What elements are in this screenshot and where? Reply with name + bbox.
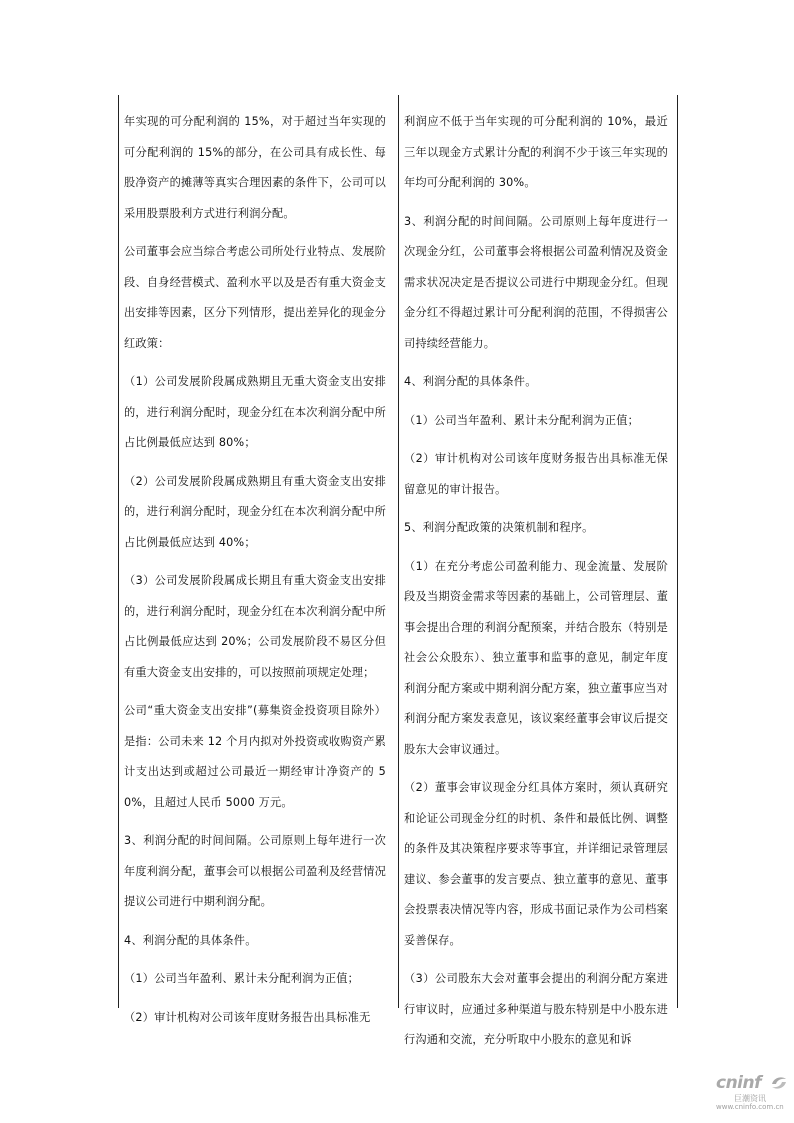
- two-column-table: [118, 95, 678, 1046]
- right-paragraph: 5、利润分配政策的决策机制和程序。: [404, 521, 594, 534]
- cninfo-watermark-logo: [716, 1073, 794, 1113]
- logo-url-text: www.cninfo.com.cn: [716, 1103, 784, 1111]
- right-paragraph: （1）在充分考虑公司盈利能力、现金流量、发展阶段及当期资金需求等因素的基础上，公司管理层、董事会提出合理的利润分配预案，并结合股东（特别是社会公众股东）、独立董事和监事的意见，制定年度利润分配方案或中期利润分配方案，独立董事应当对利润分配方案发表意见，该议案经董事会审议后提交股东大会审议通过。: [404, 559, 668, 756]
- left-paragraph: 公司董事会应当综合考虑公司所处行业特点、发展阶段、自身经营模式、盈利水平以及是否有重大资金支出安排等因素，区分下列情形，提出差异化的现金分红政策：: [124, 245, 386, 350]
- left-paragraph: 3、利润分配的时间间隔。公司原则上每年进行一次年度利润分配，董事会可以根据公司盈利及经营情况提议公司进行中期利润分配。: [124, 834, 386, 908]
- right-paragraph: （1）公司当年盈利、累计未分配利润为正值；: [404, 413, 640, 427]
- table-border-left: [118, 95, 119, 1008]
- left-paragraph: （2）审计机构对公司该年度财务报告出具标准无: [124, 1010, 371, 1024]
- left-paragraph: 公司“重大资金支出安排”(募集资金投资项目除外）是指：公司未来 12 个月内拟对外投资或收购资产累计支出达到或超过公司最近一期经审计净资产的 50%，且超过人民币 5000 万元。: [124, 704, 386, 809]
- right-paragraph: 利润应不低于当年实现的可分配利润的 10%，最近三年以现金方式累计分配的利润不少于该三年实现的年均可分配利润的 30%。: [404, 115, 668, 189]
- right-paragraph: （2）董事会审议现金分红具体方案时，须认真研究和论证公司现金分红的时机、条件和最低比例、调整的条件及其决策程序要求等事宜，并详细记录管理层建议、参会董事的发言要点、独立董事的意见、董事会投票表决情况等内容，形成书面记录作为公司档案妥善保存。: [404, 781, 668, 947]
- logo-brand-text: cninf: [716, 1073, 762, 1093]
- right-paragraph: （2）审计机构对公司该年度财务报告出具标准无保留意见的审计报告。: [404, 452, 668, 496]
- left-paragraph: （2）公司发展阶段属成熟期且有重大资金支出安排的，进行利润分配时，现金分红在本次利润分配中所占比例最低应达到 40%；: [124, 474, 386, 549]
- right-paragraph: （3）公司股东大会对董事会提出的利润分配方案进行审议时，应通过多种渠道与股东特别是中小股东进行沟通和交流，充分听取中小股东的意见和诉: [404, 972, 668, 1046]
- left-column: [124, 107, 386, 1041]
- right-paragraph: 3、利润分配的时间间隔。公司原则上每年度进行一次现金分红，公司董事会将根据公司盈利情况及资金需求状况决定是否提议公司进行中期现金分红。但现金分红不得超过累计可分配利润的范围，不得损害公司持续经营能力。: [404, 214, 668, 350]
- table-border-middle: [398, 95, 399, 1008]
- table-border-right: [677, 95, 678, 1008]
- left-paragraph: 4、利润分配的具体条件。: [124, 933, 257, 947]
- left-paragraph: （1）公司发展阶段属成熟期且无重大资金支出安排的，进行利润分配时，现金分红在本次利润分配中所占比例最低应达到 80%；: [124, 375, 386, 449]
- left-paragraph: 年实现的可分配利润的 15%，对于超过当年实现的可分配利润的 15%的部分，在公司具有成长性、每股净资产的摊薄等真实合理因素的条件下，公司可以采用股票股利方式进行利润分配。: [124, 115, 386, 220]
- right-column: [404, 107, 668, 1064]
- logo-swirl-icon: [770, 1075, 788, 1091]
- left-paragraph: （3）公司发展阶段属成长期且有重大资金支出安排的，进行利润分配时，现金分红在本次利润分配中所占比例最低应达到 20%；公司发展阶段不易区分但有重大资金支出安排的，可以按照前项规定处理；: [124, 574, 386, 679]
- logo-cn-text: 巨潮资讯: [734, 1094, 766, 1103]
- right-paragraph: 4、利润分配的具体条件。: [404, 375, 537, 388]
- left-paragraph: （1）公司当年盈利、累计未分配利润为正值；: [124, 972, 360, 985]
